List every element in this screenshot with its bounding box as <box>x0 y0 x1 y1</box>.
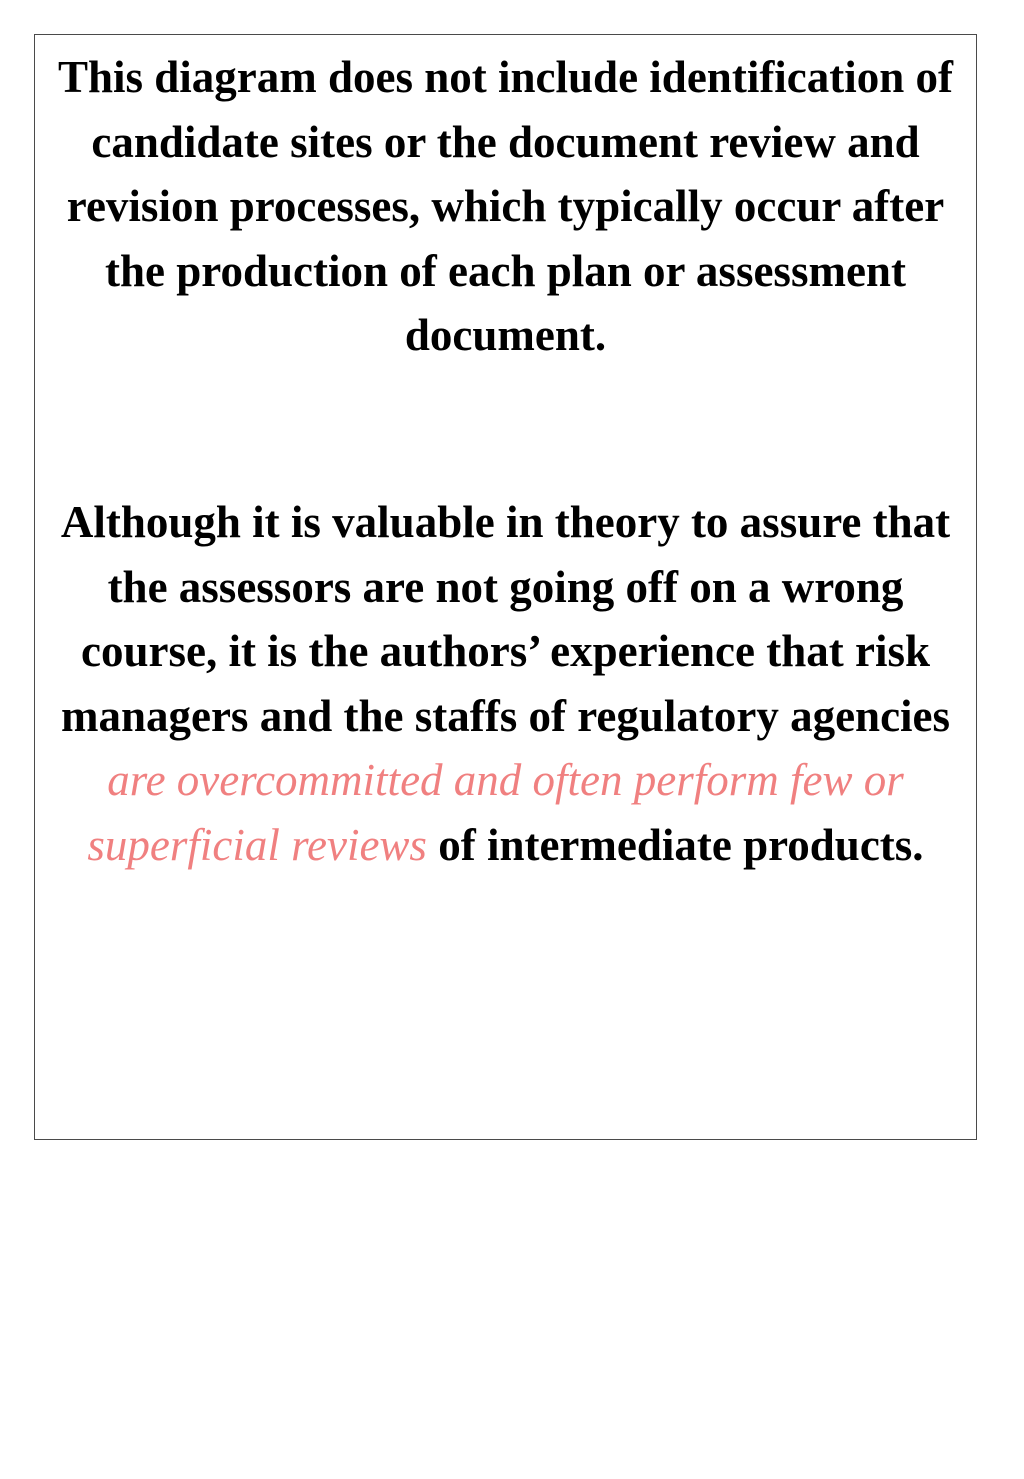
paragraph-2-emphasis: are overcommitted and often perform few or superficial reviews <box>87 755 904 870</box>
paragraph-2-text-before: Although it is valuable in theory to assure that the assessors are not going off on a wrong course, it is the authors’ experience that risk managers and the staffs of regulatory agencies <box>60 497 951 741</box>
paragraph-diagram-scope: This diagram does not include identification of candidate sites or the document review and revision processes, which typically occur after the production of each plan or assessment document. <box>57 52 954 360</box>
note-box <box>34 34 977 1140</box>
paragraph-review-experience <box>47 490 964 877</box>
paragraph-2-text-after: of intermediate products. <box>426 819 924 870</box>
